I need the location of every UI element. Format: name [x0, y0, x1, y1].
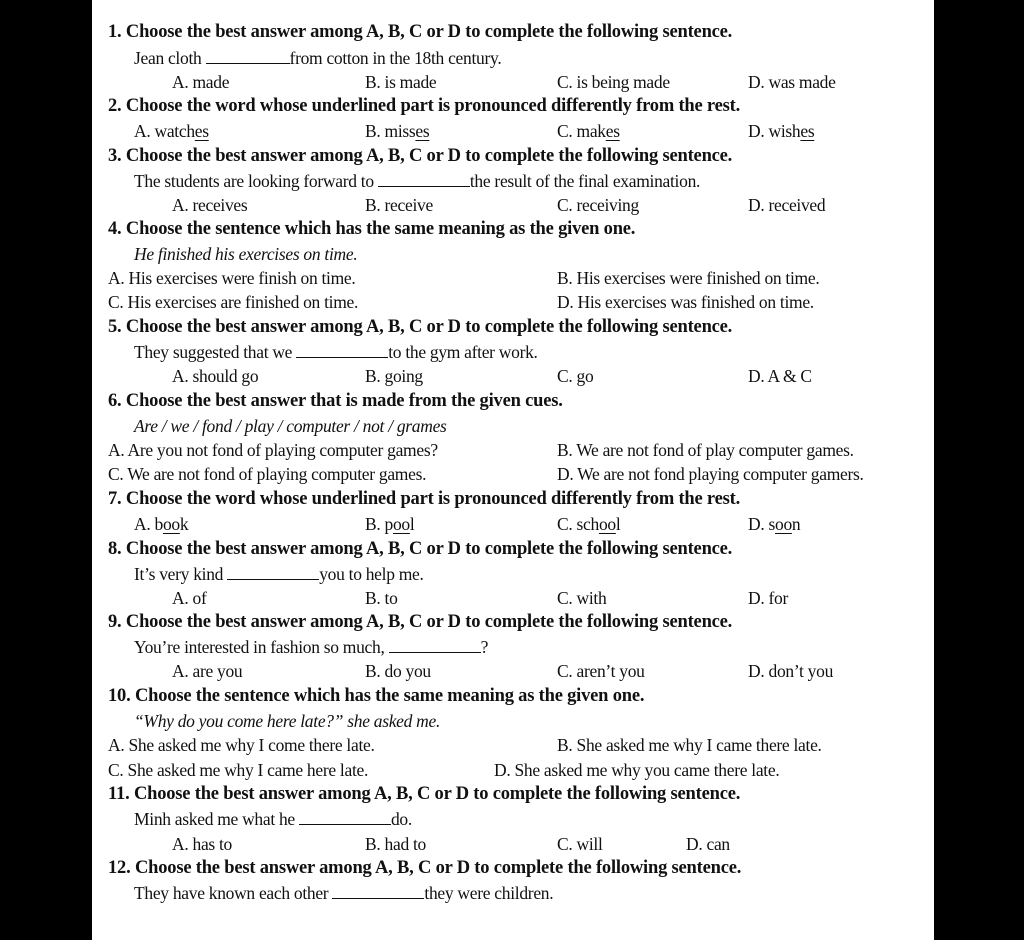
option-b[interactable]: B. pool [365, 514, 415, 534]
option-c[interactable]: C. We are not fond of playing computer games. [108, 464, 427, 484]
question-5-title: 5. Choose the best answer among A, B, C or D to complete the following sentence. [108, 317, 733, 337]
question-5-sentence: They suggested that we to the gym after work. [134, 342, 538, 362]
option-b[interactable]: B. do you [365, 661, 431, 681]
given-sentence: “Why do you come here late?” she asked me. [134, 711, 441, 731]
option-c[interactable]: C. She asked me why I came here late. [108, 760, 369, 780]
question-9-sentence: You’re interested in fashion so much, ? [134, 637, 489, 657]
question-4-title: 4. Choose the sentence which has the same meaning as the given one. [108, 219, 636, 239]
option-d[interactable]: D. We are not fond playing computer gamers. [557, 464, 864, 484]
option-c[interactable]: C. aren’t you [557, 661, 645, 681]
answer-blank[interactable] [299, 810, 391, 825]
option-d[interactable]: D. soon [748, 514, 801, 534]
question-8-sentence: It’s very kind you to help me. [134, 564, 424, 584]
option-d[interactable]: D. was made [748, 72, 836, 92]
question-3-title: 3. Choose the best answer among A, B, C or D to complete the following sentence. [108, 146, 733, 166]
answer-blank[interactable] [332, 884, 424, 899]
option-a[interactable]: A. of [172, 588, 207, 608]
question-12-title: 12. Choose the best answer among A, B, C or D to complete the following sentence. [108, 858, 742, 878]
option-b[interactable]: B. His exercises were finished on time. [557, 268, 820, 288]
question-1-title: 1. Choose the best answer among A, B, C or D to complete the following sentence. [108, 22, 733, 42]
option-d[interactable]: D. A & C [748, 366, 812, 386]
question-7-title: 7. Choose the word whose underlined part is pronounced differently from the rest. [108, 489, 741, 509]
option-c[interactable]: C. go [557, 366, 594, 386]
option-a[interactable]: A. book [134, 514, 189, 534]
option-a[interactable]: A. made [172, 72, 230, 92]
option-a[interactable]: A. are you [172, 661, 243, 681]
question-9-title: 9. Choose the best answer among A, B, C or D to complete the following sentence. [108, 612, 733, 632]
option-b[interactable]: B. had to [365, 834, 426, 854]
option-b[interactable]: B. is made [365, 72, 437, 92]
question-10-title: 10. Choose the sentence which has the same meaning as the given one. [108, 686, 645, 706]
option-b[interactable]: B. going [365, 366, 423, 386]
given-sentence: He finished his exercises on time. [134, 244, 358, 264]
option-a[interactable]: A. She asked me why I come there late. [108, 735, 375, 755]
given-cues: Are / we / fond / play / computer / not / grames [134, 416, 447, 436]
option-a[interactable]: A. should go [172, 366, 259, 386]
option-d[interactable]: D. received [748, 195, 826, 215]
question-6-title: 6. Choose the best answer that is made from the given cues. [108, 391, 563, 411]
answer-blank[interactable] [296, 343, 388, 358]
option-b[interactable]: B. to [365, 588, 398, 608]
option-c[interactable]: C. is being made [557, 72, 670, 92]
option-d[interactable]: D. don’t you [748, 661, 834, 681]
question-11-title: 11. Choose the best answer among A, B, C or D to complete the following sentence. [108, 784, 741, 804]
question-3-sentence: The students are looking forward to the result of the final examination. [134, 171, 701, 191]
answer-blank[interactable] [378, 172, 470, 187]
option-d[interactable]: D. wishes [748, 121, 815, 141]
option-c[interactable]: C. His exercises are finished on time. [108, 292, 359, 312]
option-b[interactable]: B. receive [365, 195, 433, 215]
option-c[interactable]: C. makes [557, 121, 620, 141]
option-d[interactable]: D. His exercises was finished on time. [557, 292, 814, 312]
option-a[interactable]: A. has to [172, 834, 233, 854]
option-a[interactable]: A. Are you not fond of playing computer games? [108, 440, 438, 460]
question-12-sentence: They have known each other they were children. [134, 883, 554, 903]
option-a[interactable]: A. watches [134, 121, 209, 141]
option-a[interactable]: A. His exercises were finish on time. [108, 268, 356, 288]
worksheet-page [92, 0, 934, 940]
option-b[interactable]: B. misses [365, 121, 430, 141]
answer-blank[interactable] [227, 565, 319, 580]
option-c[interactable]: C. receiving [557, 195, 639, 215]
option-d[interactable]: D. for [748, 588, 788, 608]
answer-blank[interactable] [389, 638, 481, 653]
question-8-title: 8. Choose the best answer among A, B, C or D to complete the following sentence. [108, 539, 733, 559]
option-b[interactable]: B. We are not fond of play computer games. [557, 440, 854, 460]
option-d[interactable]: D. can [686, 834, 730, 854]
question-1-sentence: Jean cloth from cotton in the 18th century. [134, 48, 502, 68]
answer-blank[interactable] [206, 49, 290, 64]
option-b[interactable]: B. She asked me why I came there late. [557, 735, 822, 755]
option-a[interactable]: A. receives [172, 195, 248, 215]
option-c[interactable]: C. school [557, 514, 621, 534]
option-c[interactable]: C. will [557, 834, 603, 854]
option-d[interactable]: D. She asked me why you came there late. [494, 760, 780, 780]
question-2-title: 2. Choose the word whose underlined part is pronounced differently from the rest. [108, 96, 741, 116]
question-11-sentence: Minh asked me what he do. [134, 809, 412, 829]
option-c[interactable]: C. with [557, 588, 607, 608]
